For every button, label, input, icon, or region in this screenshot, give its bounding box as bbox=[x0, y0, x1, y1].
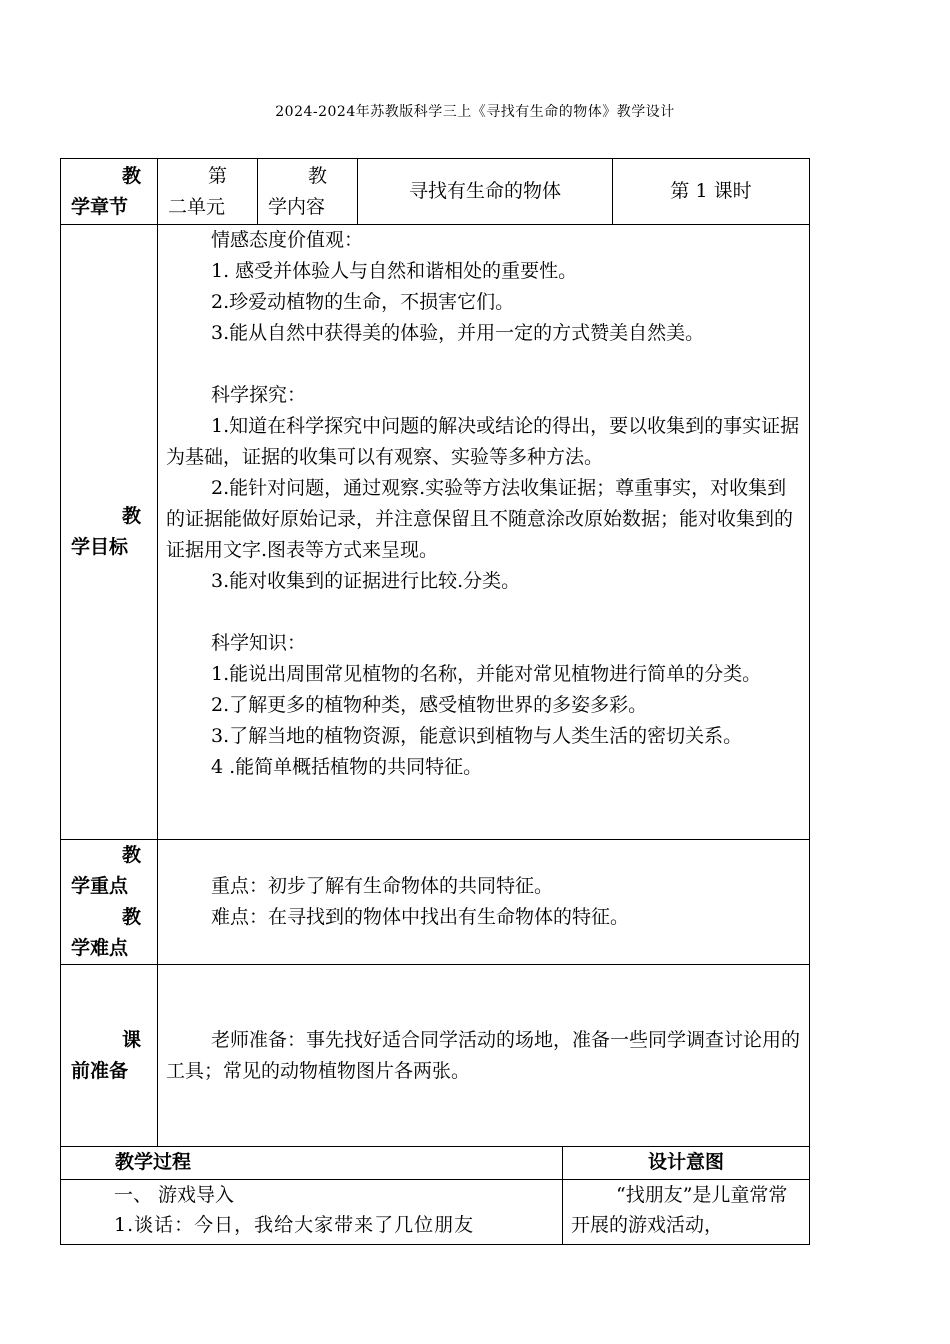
process-header-cell bbox=[60, 1146, 563, 1180]
intent-text: “找朋友”是儿童常常开展的游戏活动， bbox=[571, 1184, 788, 1236]
process-line: 1.谈话：今日，我给大家带来了几位朋友 bbox=[114, 1214, 475, 1236]
chapter-label-line2: 学章节 bbox=[71, 195, 129, 218]
content-value-cell bbox=[357, 158, 613, 225]
objective-line: 3.能对收集到的证据进行比较.分类。 bbox=[211, 570, 521, 592]
objectives-content-cell bbox=[157, 224, 810, 840]
key-point-line: 重点：初步了解有生命物体的共同特征。 bbox=[211, 875, 554, 897]
objective-line: 3.了解当地的植物资源，能意识到植物与人类生活的密切关系。 bbox=[211, 725, 743, 747]
keypoints-content-cell bbox=[157, 839, 810, 965]
objective-line: 4 .能简单概括植物的共同特征。 bbox=[211, 756, 483, 778]
intent-header-cell bbox=[562, 1146, 810, 1180]
lesson-cell bbox=[612, 158, 810, 225]
intent-content-cell bbox=[562, 1179, 810, 1245]
objective-line: 科学探究： bbox=[211, 384, 307, 406]
spacer bbox=[166, 349, 801, 380]
keypoints-label-line1: 教 bbox=[121, 844, 141, 866]
intent-header: 设计意图 bbox=[647, 1151, 724, 1173]
difficulty-line: 难点：在寻找到的物体中找出有生命物体的特征。 bbox=[211, 906, 630, 928]
process-line: 一、 游戏导入 bbox=[114, 1184, 235, 1206]
lesson-number: 第 1 课时 bbox=[670, 180, 752, 202]
unit-line2: 二单元 bbox=[168, 195, 226, 218]
lesson-plan-table bbox=[60, 158, 810, 1245]
keypoints-label-line3: 教 bbox=[121, 906, 141, 928]
objective-line: 1. 感受并体验人与自然和谐相处的重要性。 bbox=[211, 260, 578, 282]
chapter-label-line1: 教 bbox=[121, 164, 141, 187]
content-label-line2: 学内容 bbox=[268, 195, 326, 218]
keypoints-label-line2: 学重点 bbox=[71, 875, 129, 897]
content-label-cell bbox=[257, 158, 358, 225]
unit-cell bbox=[157, 158, 258, 225]
unit-line1: 第 bbox=[207, 164, 227, 187]
objectives-label-line2: 学目标 bbox=[71, 536, 129, 558]
process-content-cell bbox=[60, 1179, 563, 1245]
document-title: 2024-2024年苏教版科学三上《寻找有生命的物体》教学设计 bbox=[275, 104, 675, 120]
chapter-label-cell bbox=[60, 158, 158, 225]
objectives-label-cell bbox=[60, 224, 158, 840]
content-value: 寻找有生命的物体 bbox=[408, 180, 561, 202]
preparation-text: 老师准备：事先找好适合同学活动的场地，准备一些同学调查讨论用的工具；常见的动物植物图片各两张。 bbox=[166, 1028, 801, 1082]
objective-line: 1.知道在科学探究中问题的解决或结论的得出，要以收集到的事实证据为基础，证据的收集可以有观察、实验等多种方法。 bbox=[166, 415, 800, 468]
objective-line: 1.能说出周围常见植物的名称，并能对常见植物进行简单的分类。 bbox=[211, 663, 762, 685]
objective-line: 科学知识： bbox=[211, 632, 307, 654]
preparation-label-cell bbox=[60, 964, 158, 1147]
keypoints-label-cell bbox=[60, 839, 158, 965]
objective-line: 2.了解更多的植物种类，感受植物世界的多姿多彩。 bbox=[211, 694, 648, 716]
objective-line: 情感态度价值观： bbox=[211, 229, 364, 251]
preparation-content-cell bbox=[157, 964, 810, 1147]
spacer bbox=[166, 597, 801, 628]
preparation-label-line2: 前准备 bbox=[71, 1059, 129, 1082]
objective-line: 2.能针对问题，通过观察.实验等方法收集证据；尊重事实，对收集到的证据能做好原始记录，并注意保留且不随意涂改原始数据；能对收集到的证据用文字.图表等方式来呈现。 bbox=[166, 477, 794, 561]
process-header: 教学过程 bbox=[115, 1151, 192, 1173]
objective-line: 3.能从自然中获得美的体验，并用一定的方式赞美自然美。 bbox=[211, 322, 705, 344]
keypoints-label-line4: 学难点 bbox=[71, 937, 129, 959]
objectives-label-line1: 教 bbox=[121, 505, 141, 527]
objective-line: 2.珍爱动植物的生命，不损害它们。 bbox=[211, 291, 515, 313]
preparation-label-line1: 课 bbox=[121, 1028, 141, 1051]
content-label-line1: 教 bbox=[307, 164, 327, 187]
